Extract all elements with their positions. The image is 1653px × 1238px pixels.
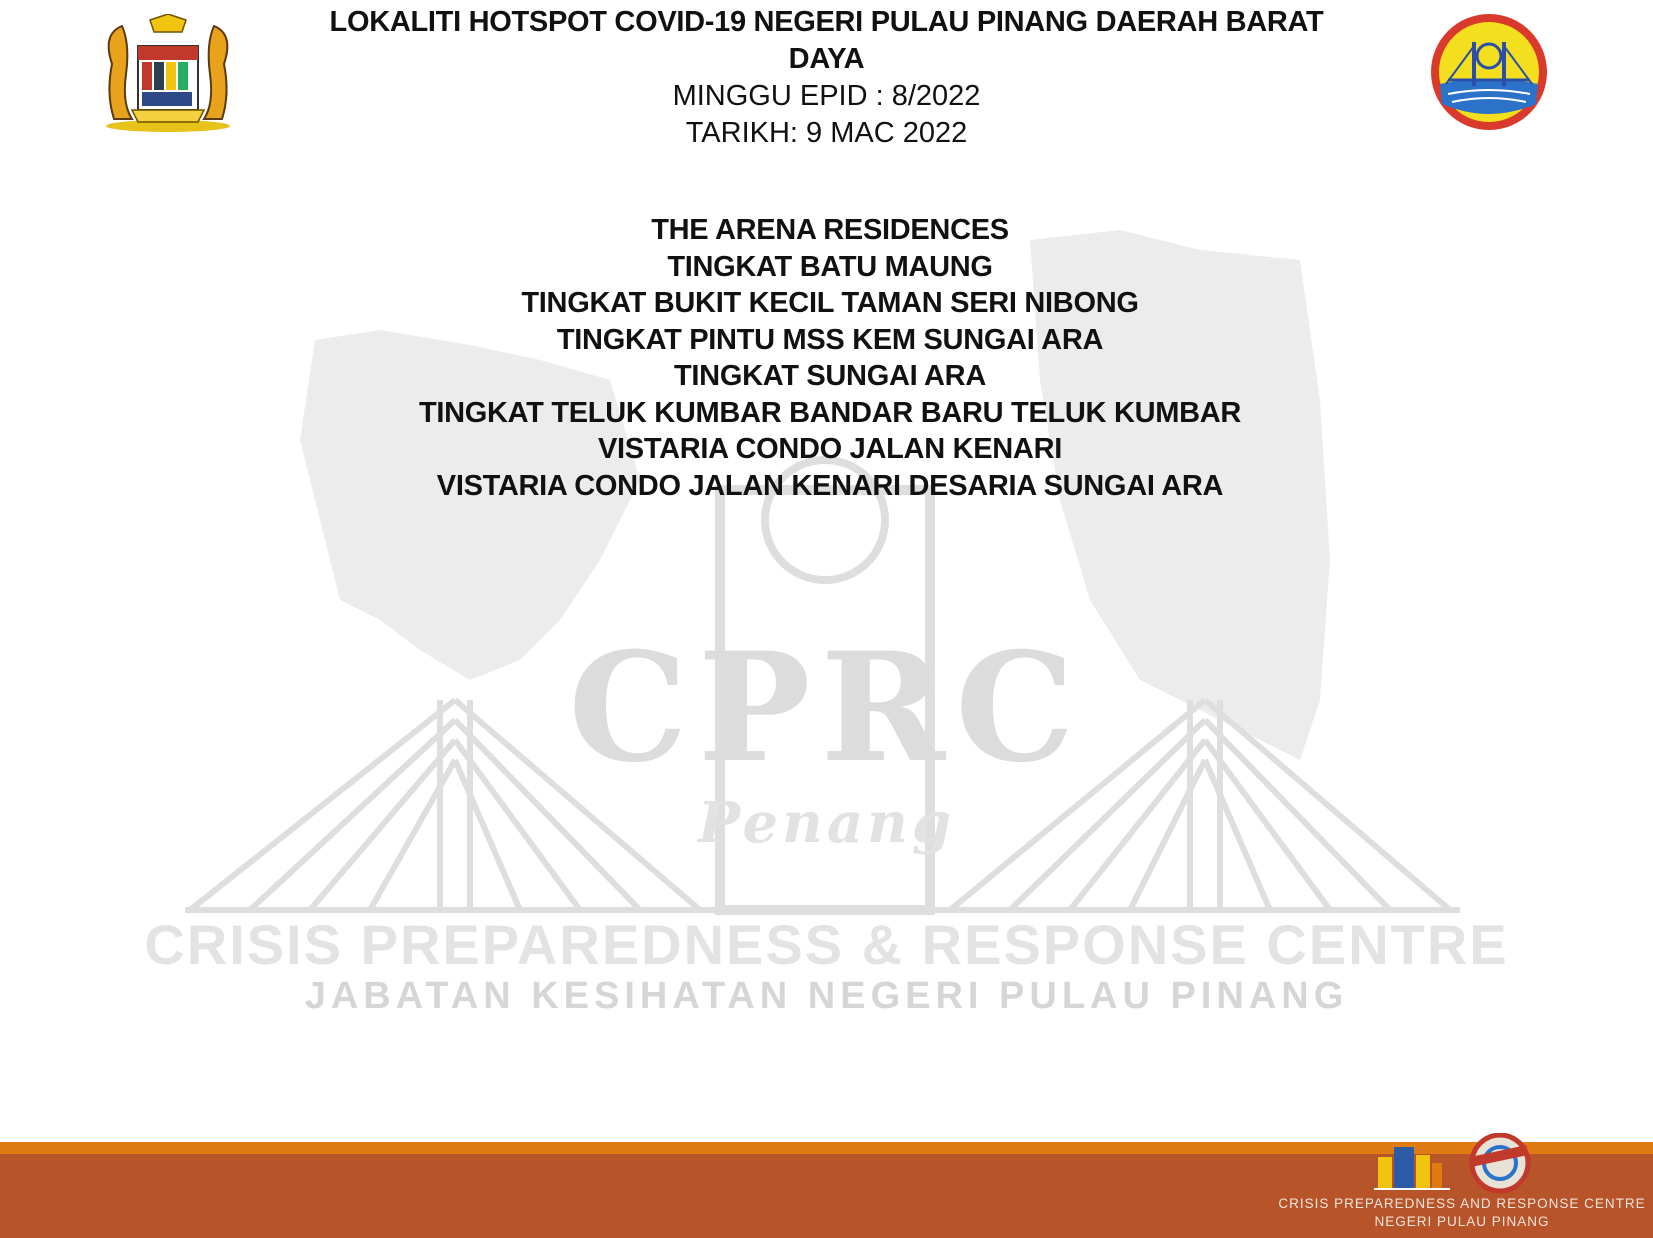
epid-week-label: MINGGU EPID : 8/2022 bbox=[672, 80, 981, 112]
locality-item: TINGKAT PINTU MSS KEM SUNGAI ARA bbox=[556, 323, 1104, 356]
penang-lawan-covid-logo-icon bbox=[1470, 1135, 1529, 1191]
locality-item: TINGKAT TELUK KUMBAR BANDAR BARU TELUK KUMBAR bbox=[418, 396, 1242, 429]
date-label: TARIKH: 9 MAC 2022 bbox=[685, 117, 968, 149]
footer-org-state: NEGERI PULAU PINANG bbox=[1374, 1214, 1550, 1229]
locality-item: VISTARIA CONDO JALAN KENARI DESARIA SUNGAI ARA bbox=[436, 469, 1224, 502]
locality-item: TINGKAT BUKIT KECIL TAMAN SERI NIBONG bbox=[521, 287, 1139, 319]
watermark-logo-text: CPRC bbox=[568, 620, 1085, 796]
slide-title: LOKALITI HOTSPOT COVID-19 NEGERI PULAU PINANG DAERAH BARAT DAYA bbox=[329, 6, 1324, 75]
cprc-footer-logo-icon bbox=[1374, 1147, 1450, 1189]
footer-logos bbox=[1370, 1133, 1550, 1195]
watermark-line1: CRISIS PREPAREDNESS & RESPONSE CENTRE bbox=[144, 913, 1509, 976]
watermark-logo-script: Penang bbox=[697, 790, 956, 856]
malaysia-coat-of-arms-icon bbox=[92, 14, 244, 132]
footer-org-name: CRISIS PREPAREDNESS AND RESPONSE CENTRE bbox=[1278, 1196, 1646, 1211]
locality-item: THE ARENA RESIDENCES bbox=[651, 214, 1009, 246]
locality-item: TINGKAT BATU MAUNG bbox=[667, 250, 993, 283]
state-health-emblem-icon bbox=[1428, 12, 1550, 132]
locality-item: VISTARIA CONDO JALAN KENARI bbox=[598, 433, 1062, 465]
locality-item: TINGKAT SUNGAI ARA bbox=[674, 360, 986, 392]
watermark-line2: JABATAN KESIHATAN NEGERI PULAU PINANG bbox=[304, 975, 1349, 1017]
locality-list bbox=[330, 212, 1330, 504]
slide-header bbox=[290, 4, 1363, 152]
